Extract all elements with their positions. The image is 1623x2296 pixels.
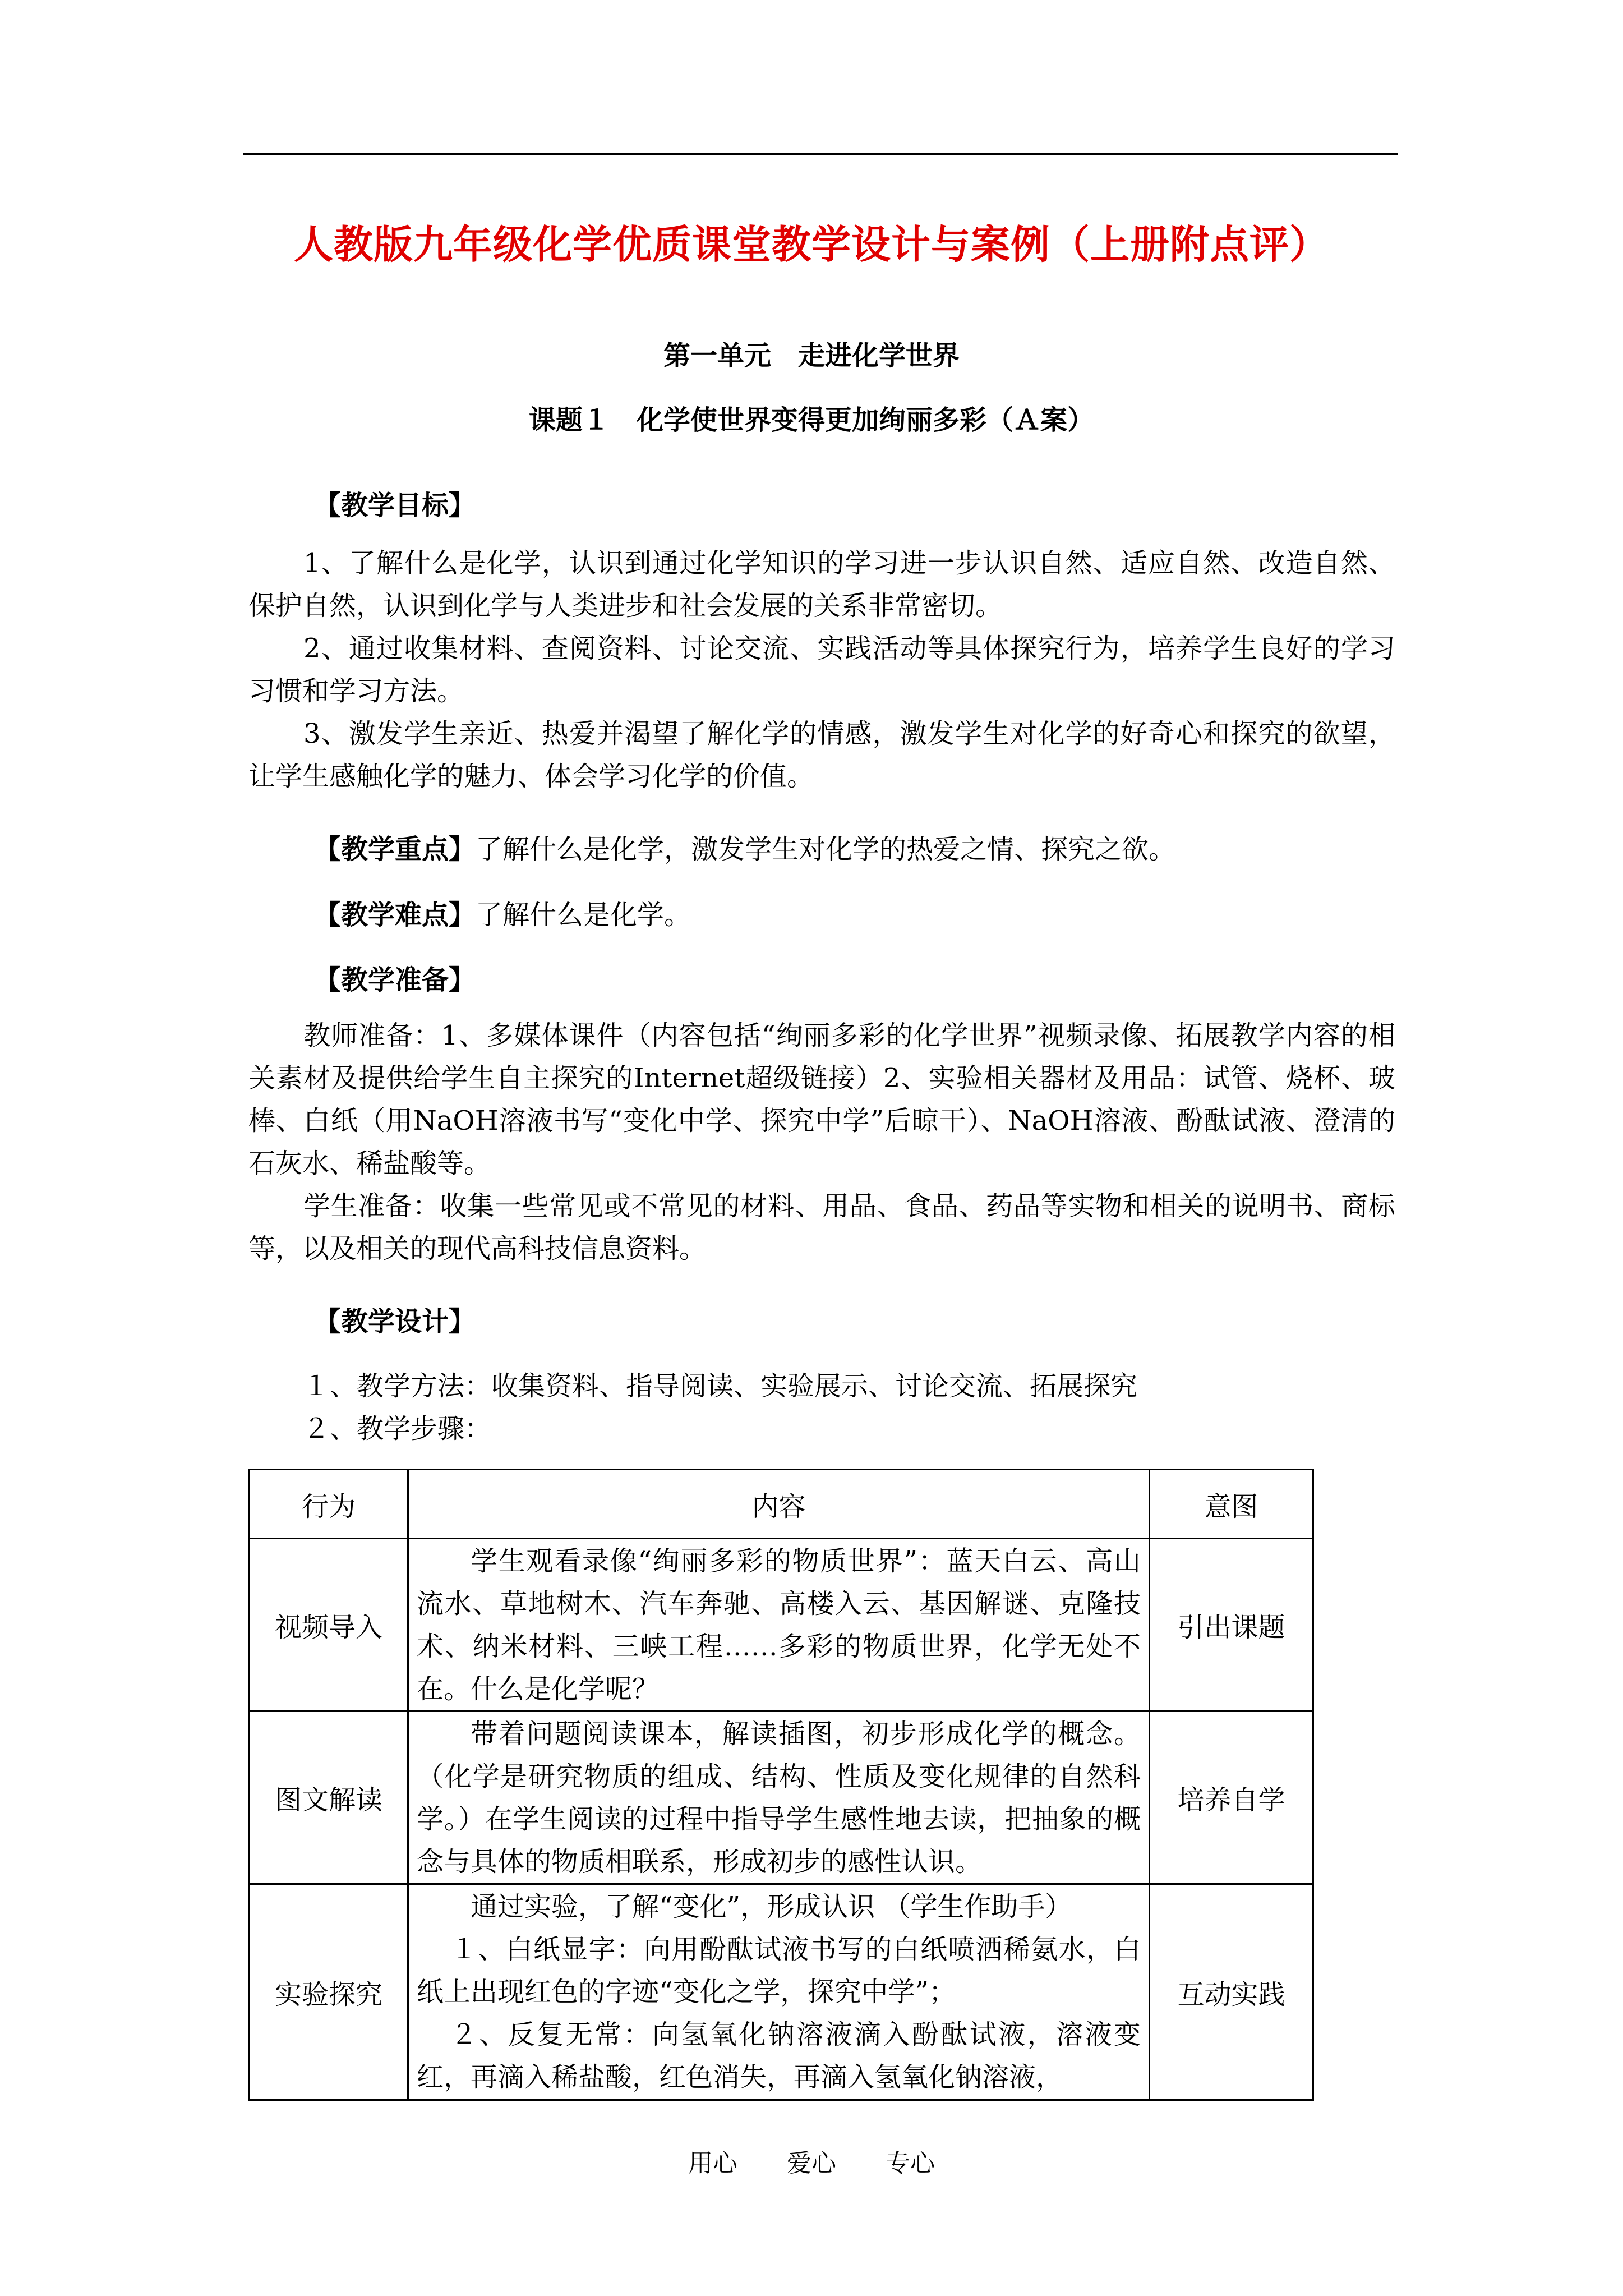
table-row [250,1711,1313,1884]
objective-item-3 [248,712,1395,798]
column-header-action: 行为 [250,1470,408,1539]
row-action: 图文解读 [250,1711,408,1884]
teaching-steps-table [248,1469,1314,2101]
key-point-heading: 【教学重点】 [314,834,476,865]
row-content-text: ２、反复无常：向氢氧化钠溶液滴入酚酞试液，溶液变红，再滴入稀盐酸，红色消失，再滴入氢氧化钠溶液， [417,2019,1141,2093]
objectives-heading: 【教学目标】 [314,490,476,521]
preparation-heading: 【教学准备】 [314,964,476,996]
objective-item-1 [248,542,1395,627]
row-intent: 培养自学 [1150,1711,1313,1884]
difficult-point-text: 了解什么是化学。 [476,899,691,931]
table-row [250,1539,1313,1711]
difficult-point-heading: 【教学难点】 [314,899,476,931]
row-action: 视频导入 [250,1539,408,1711]
row-content-text: 通过实验，了解“变化”，形成认识 （学生作助手） [471,1891,1072,1922]
teaching-method: １、教学方法：收集资料、指导阅读、实验展示、讨论交流、拓展探究 [303,1370,1138,1402]
header-rule [243,153,1398,155]
column-header-content: 内容 [408,1470,1150,1539]
key-point [314,827,1175,866]
teacher-preparation-text: 教师准备：1、多媒体课件（内容包括“绚丽多彩的化学世界”视频录像、拓展教学内容的相关素材及提供给学生自主探究的Internet超级链接）2、实验相关器材及用品：试管、烧杯、玻棒、白纸（用NaOH溶液书写“变化中学、探究中学”后晾干）、NaOH溶液、酚酞试液、澄清的石灰水、稀盐酸等。 [248,1020,1395,1179]
row-intent: 互动实践 [1150,1884,1313,2100]
objective-text: 1、了解什么是化学，认识到通过化学知识的学习进一步认识自然、适应自然、改造自然、保护自然，认识到化学与人类进步和社会发展的关系非常密切。 [248,547,1395,622]
unit-title: 第一单元 走进化学世界 [663,340,960,371]
table-header-row [250,1470,1313,1539]
row-content [408,1711,1150,1884]
column-header-intent: 意图 [1150,1470,1313,1539]
student-preparation-text: 学生准备：收集一些常见或不常见的材料、用品、食品、药品等实物和相关的说明书、商标等，以及相关的现代高科技信息资料。 [248,1190,1395,1264]
objective-text: 3、激发学生亲近、热爱并渴望了解化学的情感，激发学生对化学的好奇心和探究的欲望，让学生感触化学的魅力、体会学习化学的价值。 [248,718,1395,792]
objective-item-2 [248,627,1395,712]
row-content [408,1884,1150,2100]
objective-text: 2、通过收集材料、查阅资料、讨论交流、实践活动等具体探究行为，培养学生良好的学习习惯和学习方法。 [248,633,1395,707]
teacher-preparation [248,1014,1395,1185]
row-content-text: 带着问题阅读课本，解读插图，初步形成化学的概念。（化学是研究物质的组成、结构、性质及变化规律的自然科学。）在学生阅读的过程中指导学生感性地去读，把抽象的概念与具体的物质相联系，形成初步的感性认识。 [417,1718,1141,1878]
row-content-text: 学生观看录像“绚丽多彩的物质世界”：蓝天白云、高山流水、草地树木、汽车奔驰、高楼入云、基因解谜、克隆技术、纳米材料、三峡工程……多彩的物质世界，化学无处不在。什么是化学呢？ [417,1545,1141,1705]
row-content [408,1539,1150,1711]
row-content-text: １、白纸显字：向用酚酞试液书写的白纸喷洒稀氨水，白纸上出现红色的字迹“变化之学，探究中学”； [417,1934,1141,2008]
document-title: 人教版九年级化学优质课堂教学设计与案例（上册附点评） [294,221,1329,268]
page-footer: 用心 爱心 专心 [688,2149,935,2178]
difficult-point [314,893,691,932]
table-row [250,1884,1313,2100]
row-action: 实验探究 [250,1884,408,2100]
lesson-title: 课题１ 化学使世界变得更加绚丽多彩（Ａ案） [528,404,1094,436]
student-preparation [248,1185,1395,1270]
key-point-text: 了解什么是化学，激发学生对化学的热爱之情、探究之欲。 [476,834,1176,865]
teaching-steps-label: ２、教学步骤： [303,1413,492,1444]
design-heading: 【教学设计】 [314,1306,476,1337]
row-intent: 引出课题 [1150,1539,1313,1711]
